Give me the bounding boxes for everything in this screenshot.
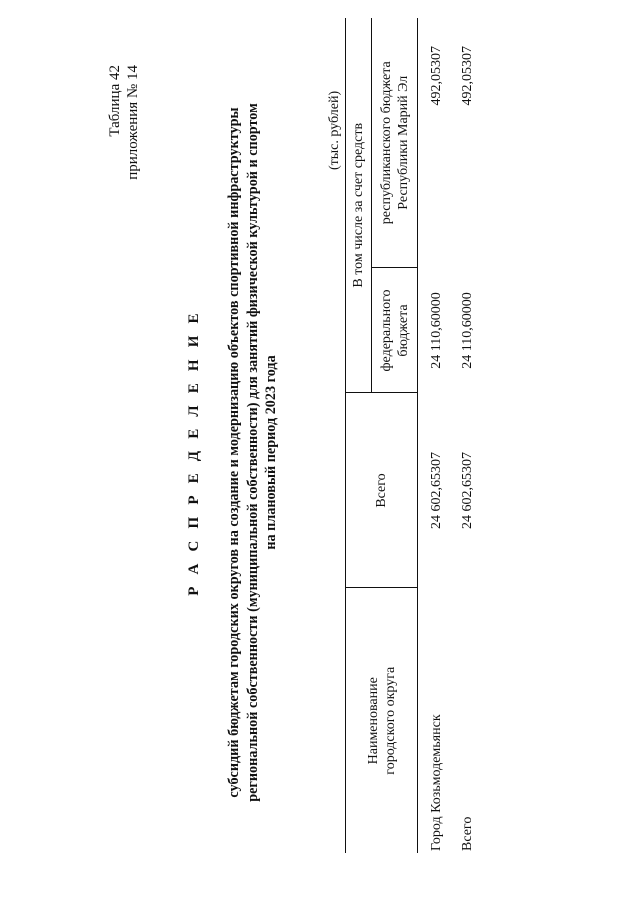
subtitle-line-2: региональной собственности (муниципальной собственности) для занятий физической культурой и спортом (244, 103, 261, 802)
table-row (418, 18, 456, 853)
header-federal: федерального бюджета (372, 268, 418, 393)
table-number: Таблица 42 (107, 65, 123, 137)
row-total: 24 602,65307 (418, 393, 456, 588)
header-name: Наименование городского округа (346, 588, 418, 853)
table-row (455, 18, 480, 853)
table-reference (106, 65, 142, 345)
header-republic: республиканского бюджета Республики Марий Эл (372, 18, 418, 268)
row-name: Всего (460, 816, 475, 851)
header-including: В том числе за счет средств (346, 18, 372, 393)
document-subtitle (225, 0, 281, 905)
subtitle-line-3: на плановый период 2023 года (263, 355, 279, 550)
row-federal: 24 110,60000 (460, 292, 475, 369)
appendix-number: приложения № 14 (125, 65, 141, 180)
row-name: Город Козьмодемьянск (418, 588, 456, 853)
document-heading: Р А С П Р Е Д Е Л Е Н И Е (186, 309, 202, 596)
row-republic: 492,05307 (418, 18, 456, 268)
header-total: Всего (346, 393, 418, 588)
distribution-table (345, 18, 480, 853)
row-federal: 24 110,60000 (418, 268, 456, 393)
row-republic: 492,05307 (460, 46, 475, 106)
row-total: 24 602,65307 (460, 452, 475, 529)
unit-label: (тыс. рублей) (327, 90, 342, 170)
subtitle-line-1: субсидий бюджетам городских округов на создание и модернизацию объектов спортивной инфраструктуры (226, 107, 242, 798)
